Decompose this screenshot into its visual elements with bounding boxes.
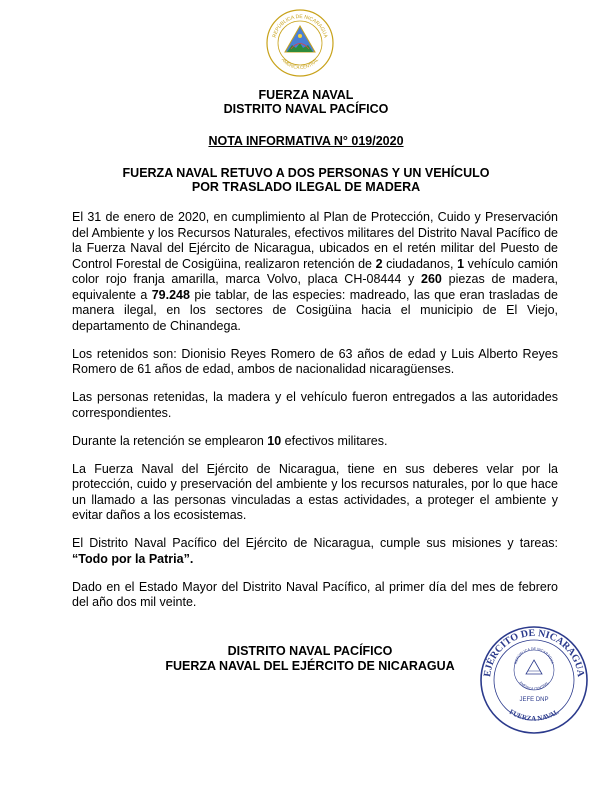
text-segment: efectivos militares. [281, 433, 388, 448]
text-segment: Durante la retención se emplearon [72, 433, 268, 448]
paragraph-handover: Las personas retenidas, la madera y el vehículo fueron entregados a las autoridades correspondientes. [72, 390, 558, 420]
stamp-inner-bottom-text: AMÉRICA CENTRAL [518, 680, 550, 692]
stamp-role: JEFE DNP [519, 697, 549, 703]
svg-text:REPÚBLICA DE NICARAGUA [513, 647, 554, 665]
bold-count-personnel: 10 [267, 433, 282, 448]
emblem-top-text: REPÚBLICA DE NICARAGUA [271, 13, 329, 39]
emblem-bottom-text: AMÉRICA CENTRAL [280, 57, 320, 71]
svg-text:AMÉRICA CENTRAL [281, 57, 320, 70]
paragraph-appeal: La Fuerza Naval del Ejército de Nicaragua, tiene en sus deberes velar por la protección, cuido y preservación del ambiente y los recursos naturales, por lo que hace un llamado a las personas vinculadas a estas actividades, a proteger el ambiente y evitar daños a los ecosistemas. [72, 461, 558, 522]
motto: “Todo por la Patria”. [72, 551, 194, 566]
text-segment: El Distrito Naval Pacífico del Ejército de Nicaragua, cumple sus misiones y tareas: [72, 536, 558, 550]
bold-count-vehicle: 1 [457, 256, 465, 271]
paragraph-incident [72, 210, 558, 334]
bold-board-feet: 79.248 [151, 287, 190, 302]
text-segment: pie tablar, de las especies: madreado, las que eran trasladas de manera ilegal, en los sectores de Cosigüina hacia el municipio de El Viejo, departamento de Chinandega. [72, 287, 558, 333]
paragraph-personnel [72, 434, 558, 450]
text-segment: ciudadanos, [382, 256, 458, 271]
headline-line-1: FUERZA NAVAL RETUVO A DOS PERSONAS Y UN VEHÍCULO [122, 166, 490, 180]
svg-text:FUERZA NAVAL [508, 708, 561, 723]
text-segment: El 31 de enero de 2020, en cumplimiento al Plan de Protección, Cuido y Preservación del Ambiente y los Recursos Naturales, efectivos militares del Distrito Naval Pacífico de la Fuerza Naval del Ejército de Nicaragua, ubicados en el retén militar del Puesto de Control Forestal de Cosigüina, realizaron retención de [72, 210, 558, 271]
bold-count-pieces: 260 [421, 272, 442, 286]
headline-line-2: POR TRASLADO ILEGAL DE MADERA [191, 180, 421, 194]
note-title: NOTA INFORMATIVA N° 019/2020 [208, 134, 404, 148]
official-stamp [478, 624, 590, 736]
stamp-inner-top-text: REPÚBLICA DE NICARAGUA [513, 646, 555, 665]
text-segment: piezas de madera, equivalente a [72, 272, 558, 302]
paragraph-detainees: Los retenidos son: Dionisio Reyes Romero de 63 años de edad y Luis Alberto Reyes Romero de 61 años de edad, ambos de nacionalidad nicaragüenses. [72, 346, 558, 376]
text-segment: vehículo camión color rojo franja amarilla, marca Volvo, placa CH-08444 y [72, 256, 558, 286]
svg-text:AMÉRICA CENTRAL [519, 681, 550, 692]
signature-organization: FUERZA NAVAL DEL EJÉRCITO DE NICARAGUA [165, 659, 455, 673]
header-organization: FUERZA NAVAL [258, 88, 354, 102]
nicaragua-coat-of-arms-emblem [265, 8, 335, 78]
stamp-footer-text: FUERZA NAVAL [507, 707, 561, 723]
paragraph-mission [72, 536, 558, 567]
signature-district: DISTRITO NAVAL PACÍFICO [227, 644, 393, 658]
bold-count-citizens: 2 [375, 256, 383, 271]
stamp-outer-text: EJÉRCITO DE NICARAGUA [482, 627, 586, 678]
header-district: DISTRITO NAVAL PACÍFICO [223, 102, 389, 116]
document-body [72, 210, 558, 623]
paragraph-dated: Dado en el Estado Mayor del Distrito Naval Pacífico, al primer día del mes de febrero del año dos mil veinte. [72, 579, 558, 609]
